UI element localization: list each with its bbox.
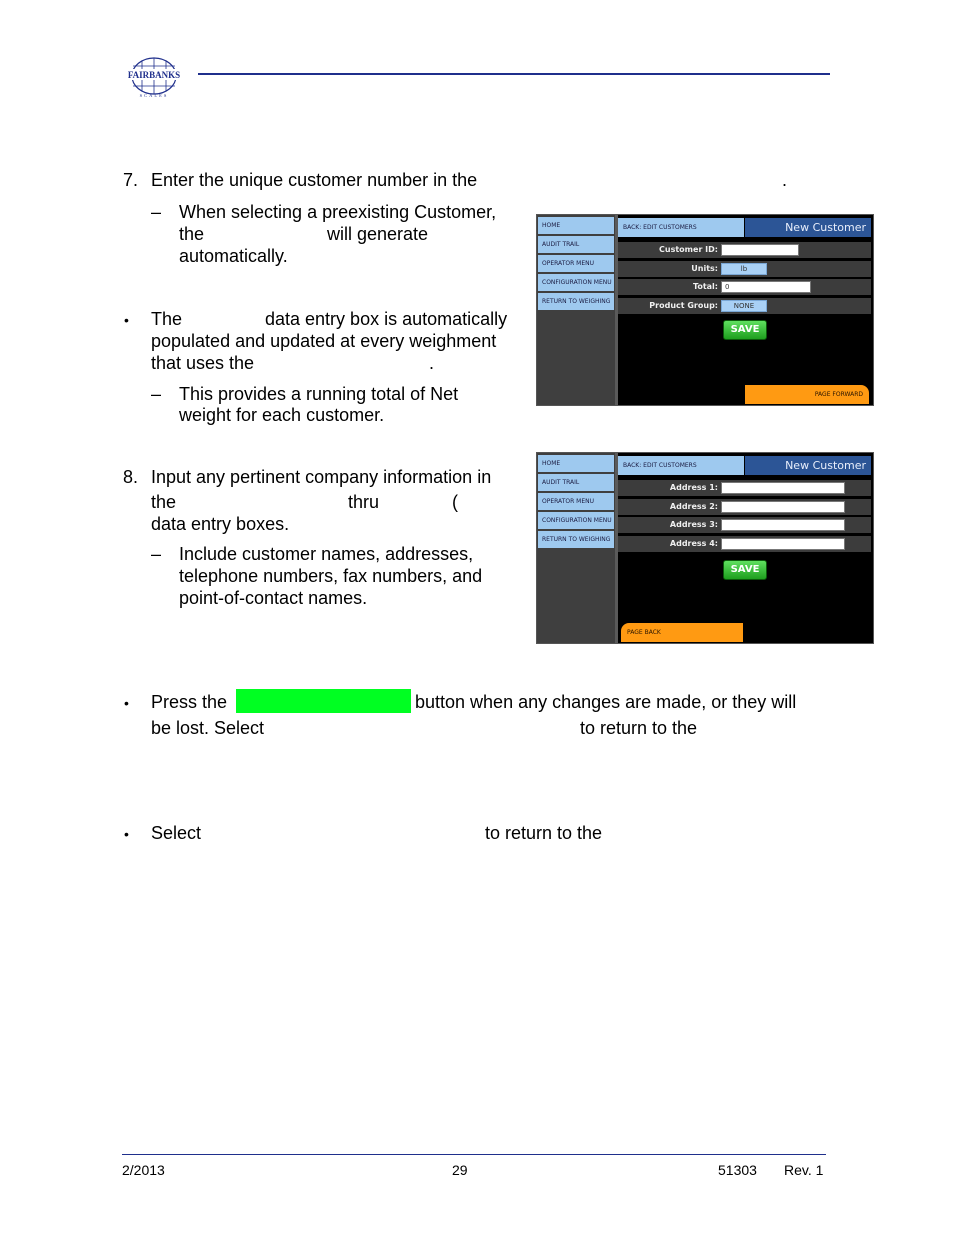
screen1-nav-configuration-menu[interactable]: CONFIGURATION MENU — [538, 274, 614, 291]
total-line1b: data entry box is automatically — [265, 309, 508, 329]
screen1-nav-home[interactable]: HOME — [538, 217, 614, 234]
total-line3a: that uses the — [151, 353, 255, 373]
page-back-button[interactable]: PAGE BACK — [621, 623, 743, 642]
address1-field[interactable] — [721, 482, 845, 494]
select-a: Select — [151, 823, 202, 843]
bullet: • — [124, 826, 129, 842]
screen2-nav-audit-trail[interactable]: AUDIT TRAIL — [538, 474, 614, 491]
screen2-back-button[interactable]: BACK: EDIT CUSTOMERS — [618, 456, 744, 475]
address3-field[interactable] — [721, 519, 845, 531]
logo-subtext: SCALES — [139, 93, 169, 98]
step7-sub-line1: When selecting a preexisting Customer, — [179, 202, 497, 222]
step8-line2c: ( — [452, 492, 458, 512]
save-highlight — [236, 689, 411, 713]
step7-text: Enter the unique customer number in the — [151, 170, 478, 190]
footer-page-number: 29 — [452, 1162, 468, 1178]
step8-number: 8. — [123, 467, 139, 487]
step8-line2a: the — [151, 492, 177, 512]
screen2-row-address1 — [618, 480, 871, 496]
screen1-nav-return-to-weighing[interactable]: RETURN TO WEIGHING — [538, 293, 614, 310]
step8-line1: Input any pertinent company information in — [151, 467, 492, 487]
screen2-nav-return-to-weighing[interactable]: RETURN TO WEIGHING — [538, 531, 614, 548]
total-sub-line2: weight for each customer. — [179, 405, 385, 425]
screen1-title: New Customer — [745, 218, 871, 237]
footer-doc-number: 51303 — [718, 1162, 757, 1178]
total-line1a: The — [151, 309, 183, 329]
new-customer-screen-page2 — [536, 452, 874, 644]
screen2-row-address4 — [618, 536, 871, 552]
screen2-nav-home[interactable]: HOME — [538, 455, 614, 472]
screen2-title: New Customer — [745, 456, 871, 475]
screen2-nav-configuration-menu[interactable]: CONFIGURATION MENU — [538, 512, 614, 529]
product-group-label: Product Group: — [649, 301, 718, 310]
customer-id-label: Customer ID: — [659, 245, 718, 254]
fairbanks-logo — [124, 56, 184, 98]
step7-period: . — [782, 170, 788, 190]
step7-number: 7. — [123, 170, 139, 190]
total-line3b: . — [429, 353, 435, 373]
footer-rule — [122, 1154, 826, 1155]
units-label: Units: — [691, 264, 718, 273]
save-line2b: to return to the — [580, 718, 698, 738]
address2-label: Address 2: — [669, 502, 718, 511]
select-b: to return to the — [485, 823, 603, 843]
step7-sub-line2a: the — [179, 224, 205, 244]
units-field[interactable]: lb — [721, 263, 767, 275]
bullet: • — [124, 695, 129, 711]
footer-revision: Rev. 1 — [784, 1162, 824, 1178]
save-line1b: button when any changes are made, or they will — [415, 692, 797, 712]
screen1-row-total — [618, 279, 871, 295]
customer-id-field[interactable] — [721, 244, 799, 256]
screen1-sidebar — [537, 215, 615, 405]
screen2-nav-operator-menu[interactable]: OPERATOR MENU — [538, 493, 614, 510]
footer-date: 2/2013 — [122, 1162, 165, 1178]
product-group-field[interactable]: NONE — [721, 300, 767, 312]
step8-dash: – — [151, 544, 162, 564]
page-forward-button[interactable]: PAGE FORWARD — [745, 385, 869, 404]
screen2-save-button[interactable]: SAVE — [723, 560, 767, 580]
screen1-back-button[interactable]: BACK: EDIT CUSTOMERS — [618, 218, 744, 237]
total-sub-line1: This provides a running total of Net — [179, 384, 459, 404]
bullet: • — [124, 312, 129, 328]
total-line2: populated and updated at every weighment — [151, 331, 497, 351]
step8-line3: data entry boxes. — [151, 514, 290, 534]
address4-field[interactable] — [721, 538, 845, 550]
header-rule — [198, 73, 830, 75]
step7-sub-line3: automatically. — [179, 246, 288, 266]
screen2-row-address2 — [618, 499, 871, 515]
total-dash: – — [151, 384, 162, 404]
address4-label: Address 4: — [669, 539, 718, 548]
step8-sub-line3: point-of-contact names. — [179, 588, 368, 608]
screen1-nav-audit-trail[interactable]: AUDIT TRAIL — [538, 236, 614, 253]
step8-sub-line2: telephone numbers, fax numbers, and — [179, 566, 483, 586]
new-customer-screen-page1 — [536, 214, 874, 406]
address2-field[interactable] — [721, 501, 845, 513]
logo-text: FAIRBANKS — [127, 70, 181, 80]
address3-label: Address 3: — [669, 520, 718, 529]
step8-sub-line1: Include customer names, addresses, — [179, 544, 474, 564]
step7-sub-line2b: will generate — [327, 224, 429, 244]
total-label: Total: — [692, 282, 718, 291]
screen1-nav-operator-menu[interactable]: OPERATOR MENU — [538, 255, 614, 272]
save-line2a: be lost. Select — [151, 718, 265, 738]
screen1-save-button[interactable]: SAVE — [723, 320, 767, 340]
screen1-row-customer-id — [618, 242, 871, 258]
address1-label: Address 1: — [669, 483, 718, 492]
total-field[interactable]: 0 — [721, 281, 811, 293]
screen1-row-units — [618, 261, 871, 277]
screen1-row-product-group — [618, 298, 871, 314]
save-line1a: Press the — [151, 692, 228, 712]
screen2-sidebar — [537, 453, 615, 643]
step8-line2b: thru — [348, 492, 380, 512]
step7-dash: – — [151, 202, 162, 222]
screen2-row-address3 — [618, 517, 871, 533]
